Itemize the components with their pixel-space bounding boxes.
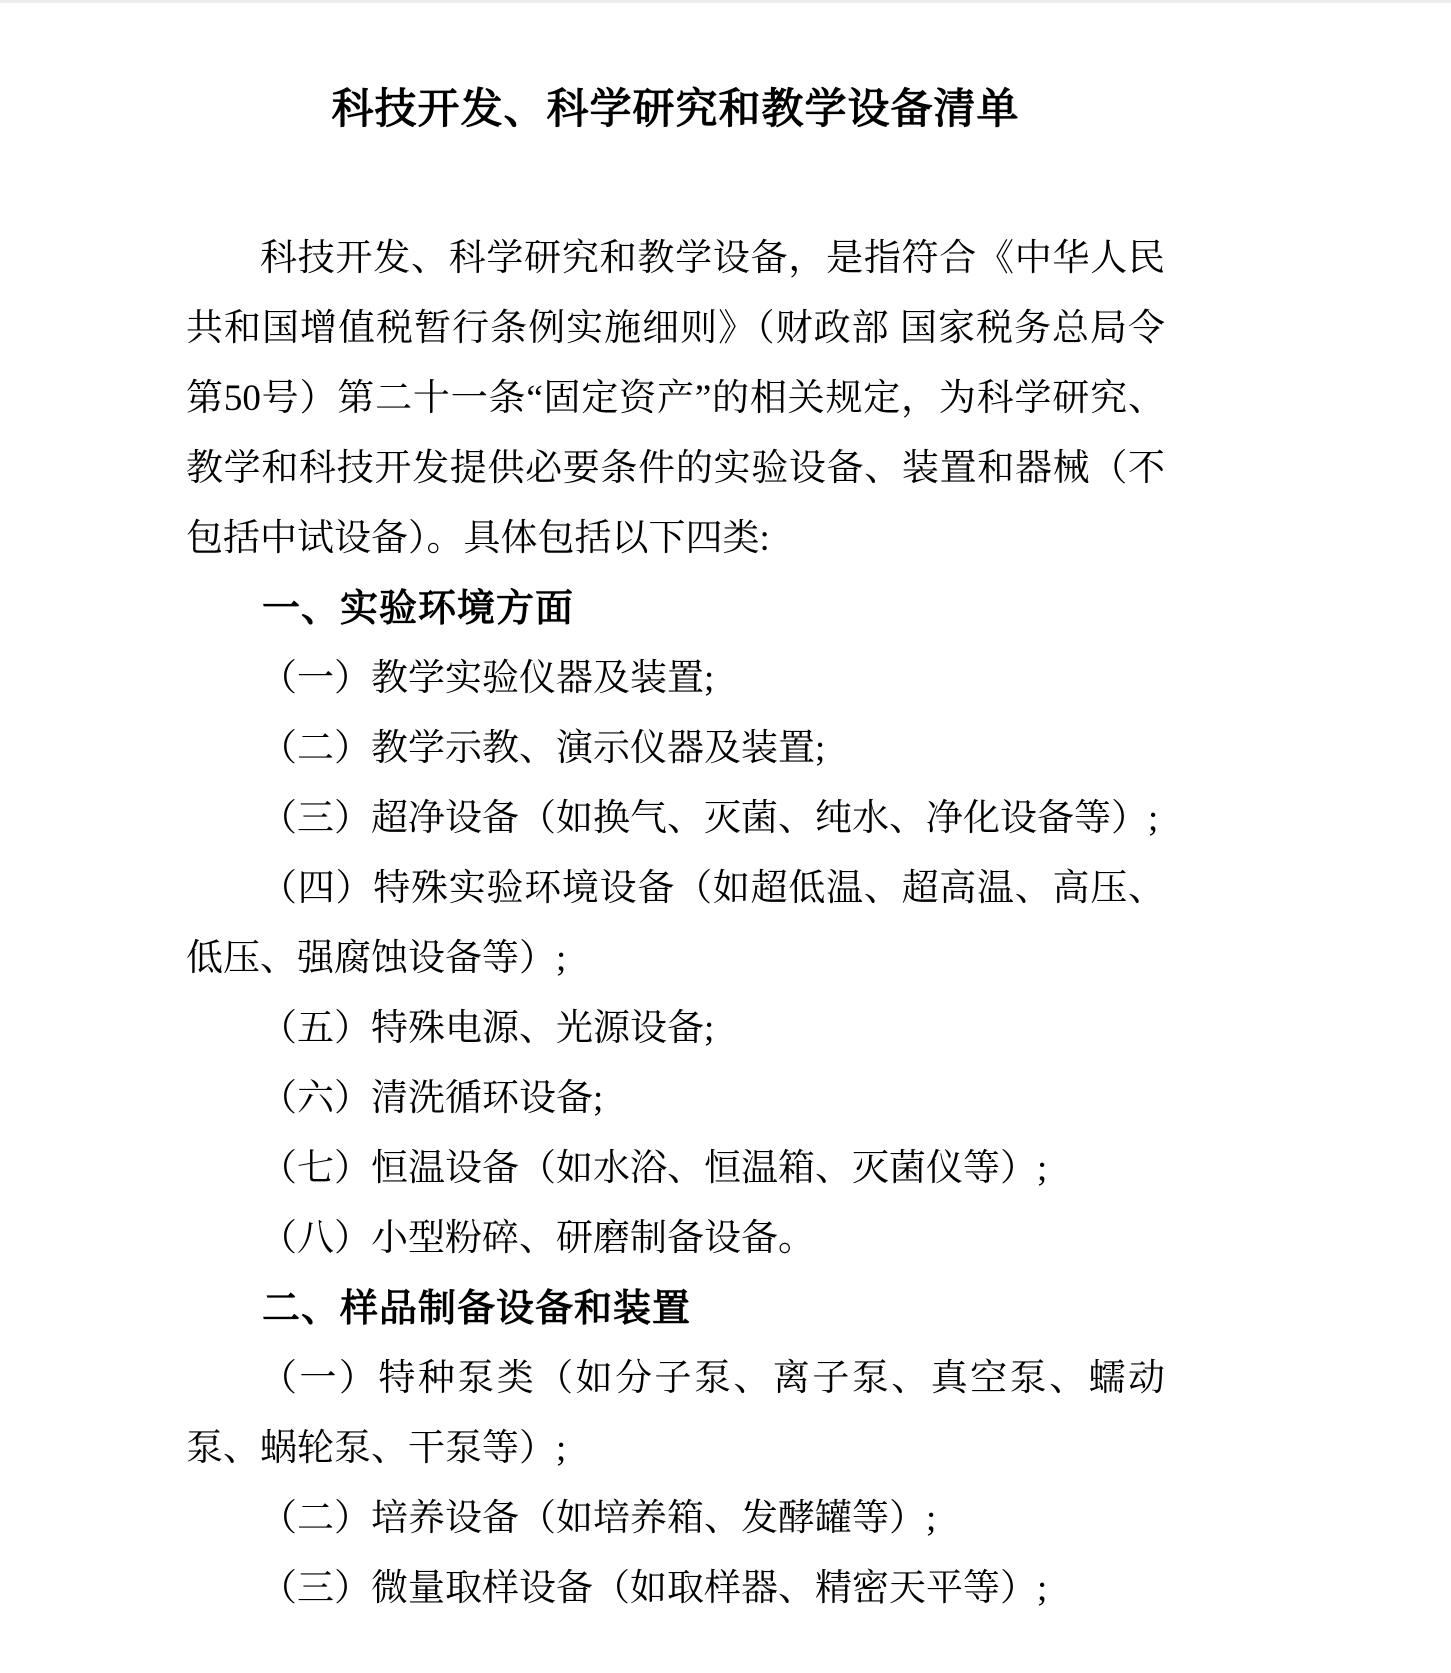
section-1-item-7: （七）恒温设备（如水浴、恒温箱、灭菌仪等）;	[260, 1148, 1048, 1189]
section-2-item-1: （一）特种泵类（如分子泵、离子泵、真空泵、蠕动泵、蜗轮泵、干泵等）;	[186, 1358, 1165, 1469]
intro-paragraph: 科技开发、科学研究和教学设备，是指符合《中华人民共和国增值税暂行条例实施细则》（财政部 国家税务总局令第50号）第二十一条“固定资产”的相关规定，为科学研究、教学和科技开发提供必要条件的实验设备、装置和器械（不包括中试设备）。具体包括以下四类:	[186, 238, 1165, 559]
section-1-item-8: （八）小型粉碎、研磨制备设备。	[260, 1218, 815, 1259]
document-title: 科技开发、科学研究和教学设备清单	[331, 87, 1020, 133]
section-1-item-3: （三）超净设备（如换气、灭菌、纯水、净化设备等）;	[260, 798, 1159, 839]
section-1-item-6: （六）清洗循环设备;	[260, 1078, 604, 1119]
section-1-heading: 一、实验环境方面	[262, 588, 575, 630]
page-top-divider	[0, 0, 1451, 3]
section-1-item-4: （四）特殊实验环境设备（如超低温、超高温、高压、低压、强腐蚀设备等）;	[186, 868, 1165, 979]
section-1-item-1: （一）教学实验仪器及装置;	[260, 658, 715, 699]
section-2-item-3: （三）微量取样设备（如取样器、精密天平等）;	[260, 1568, 1048, 1609]
section-2-heading: 二、样品制备设备和装置	[262, 1288, 692, 1330]
section-1-item-5: （五）特殊电源、光源设备;	[260, 1008, 715, 1049]
section-1-item-2: （二）教学示教、演示仪器及装置;	[260, 728, 826, 769]
section-2-item-2: （二）培养设备（如培养箱、发酵罐等）;	[260, 1498, 937, 1539]
